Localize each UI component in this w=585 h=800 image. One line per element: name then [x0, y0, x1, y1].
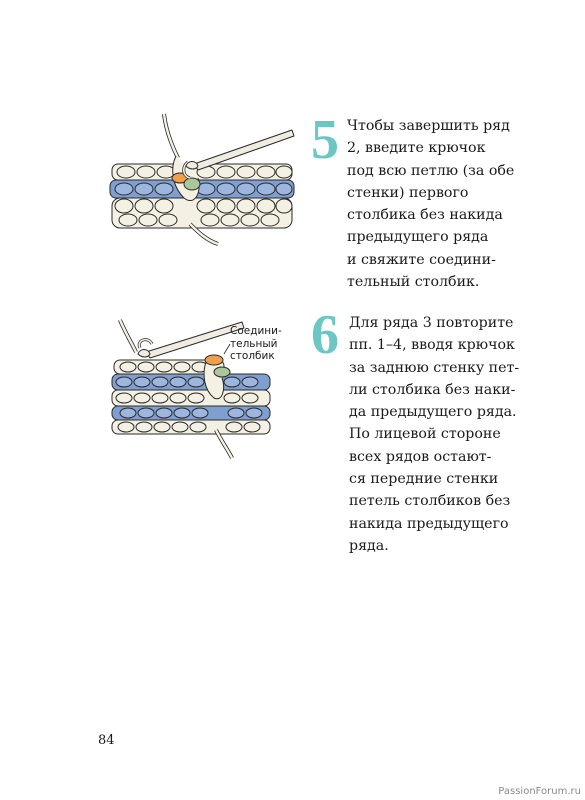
- step-instructions: Для ряда 3 повторите пп. 1–4, вводя крючок за заднюю стенку пет- ли столбика без наки- да предыдущего ряда. По лицевой стороне всех рядов остают- ся передние стенки петель столбиков без накида предыдущего ряда.: [349, 315, 520, 554]
- step-instructions: Чтобы завершить ряд 2, введите крючок под всю петлю (за обе стенки) первого столбика без накида предыдущего ряда и свяжите соедини- тельный столбик.: [347, 118, 515, 291]
- step-number: 6: [311, 304, 339, 366]
- watermark: PassionForum.ru: [498, 786, 581, 797]
- step-5-illustration: [106, 106, 298, 256]
- step-number: 5: [311, 109, 339, 171]
- callout-label: Соедини- тельный столбик: [230, 325, 282, 362]
- page-number: 84: [98, 733, 115, 748]
